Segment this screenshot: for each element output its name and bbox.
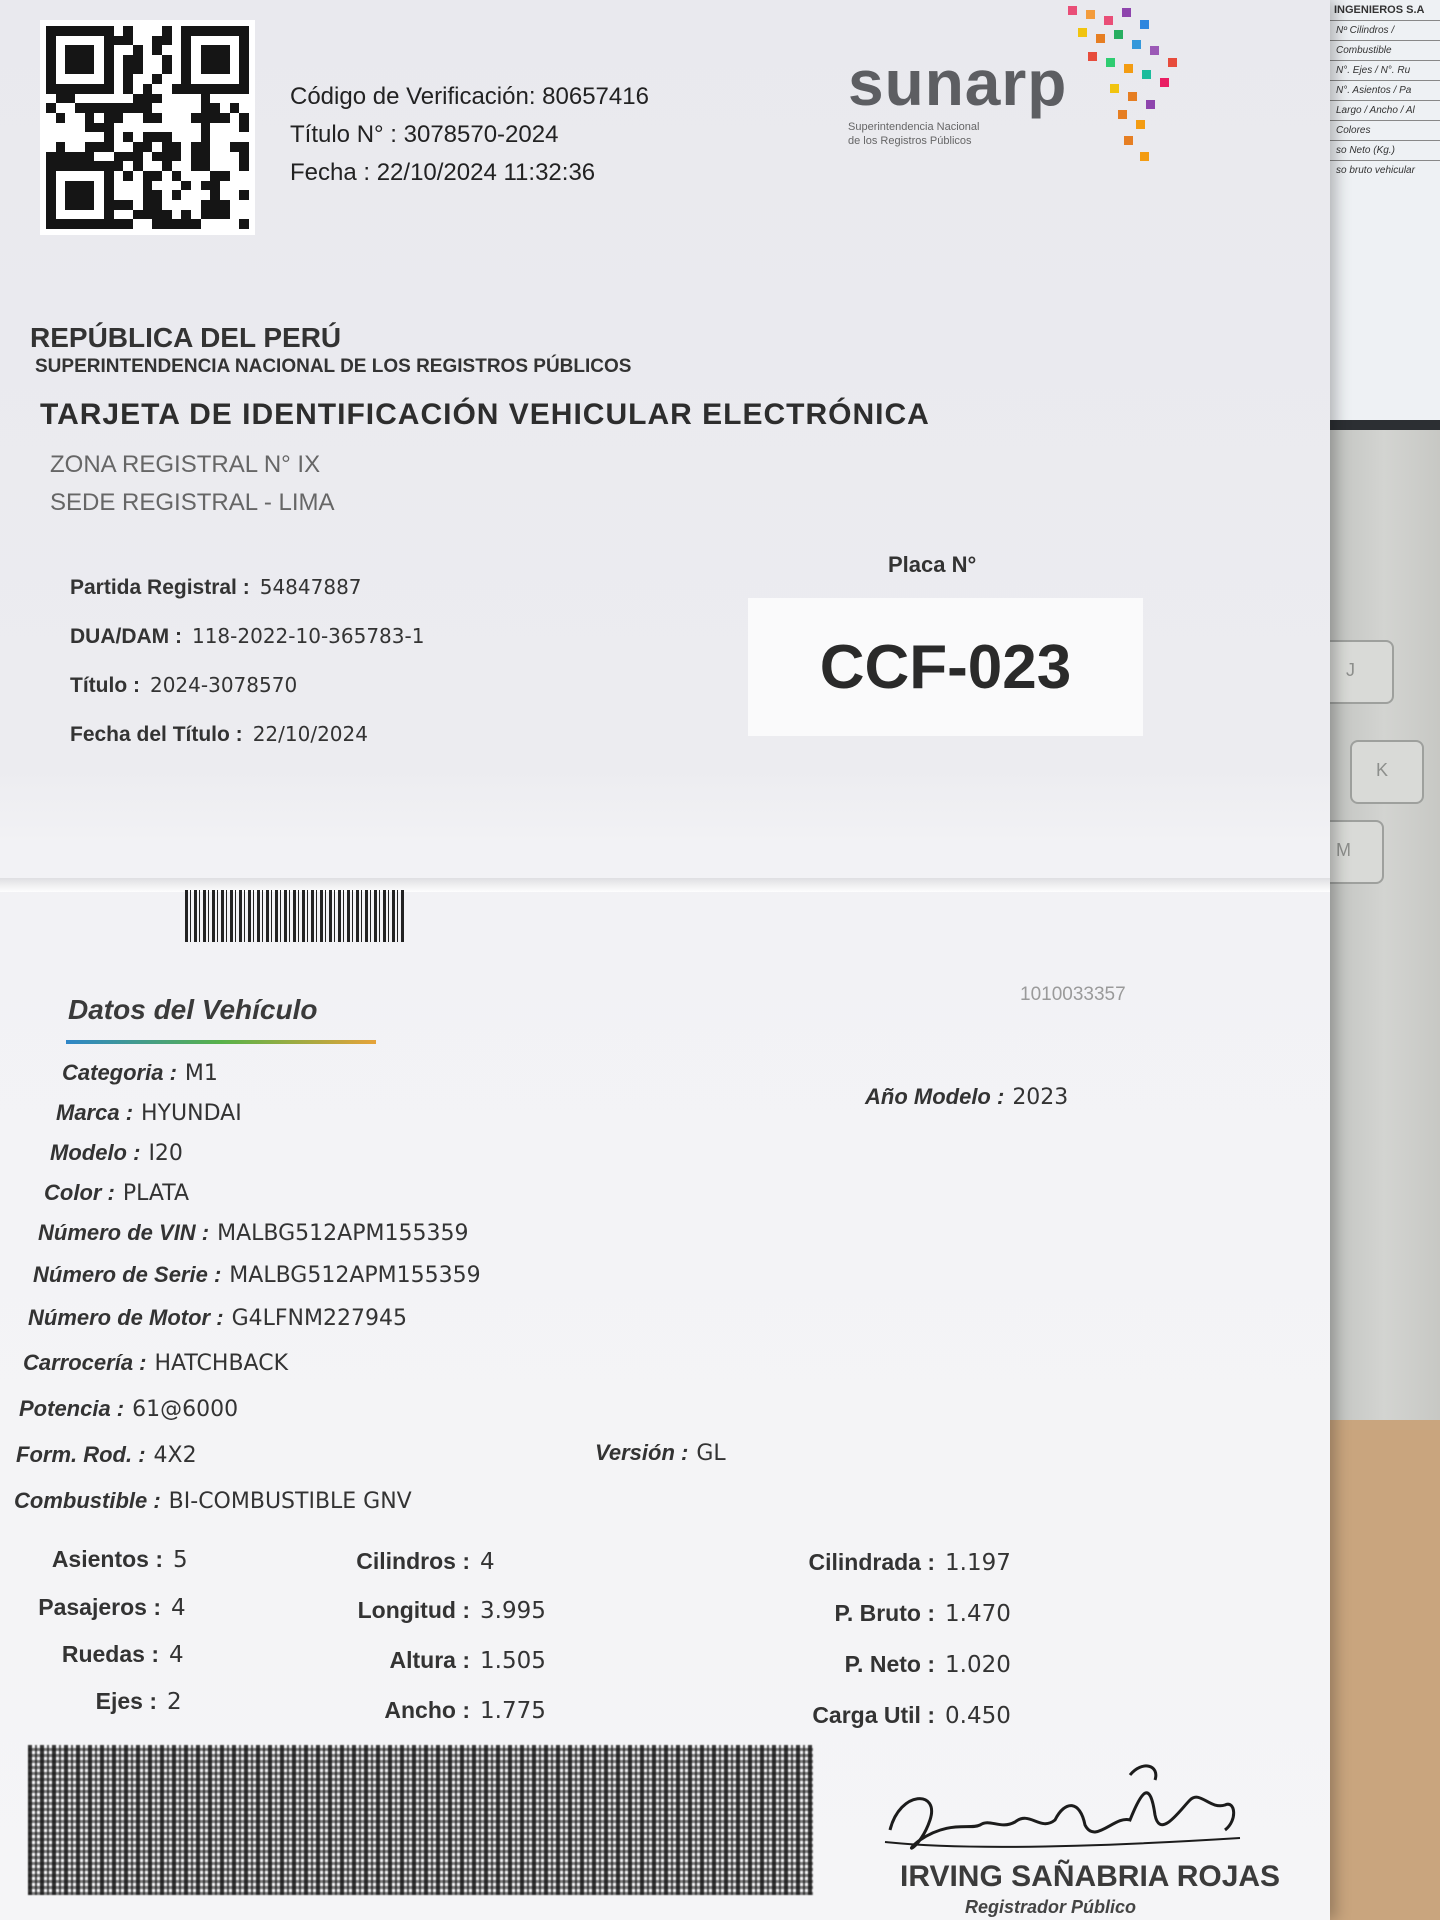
sunarp-logo — [848, 46, 1067, 148]
logo-subtitle-line: Superintendencia Nacional — [848, 121, 980, 133]
motor-label: Número de Motor : — [28, 1305, 224, 1330]
combustible-value: BI-COMBUSTIBLE GNV — [168, 1489, 412, 1514]
logo-wordmark: sunarp — [848, 47, 1068, 119]
dua-row — [70, 612, 424, 661]
modelo-label: Modelo : — [50, 1140, 141, 1165]
background-page-row: Nº Cilindros / — [1330, 20, 1440, 40]
country-heading: REPÚBLICA DEL PERÚ — [30, 322, 342, 353]
vin-row — [38, 1220, 468, 1246]
vin-label: Número de VIN : — [38, 1220, 210, 1245]
background-page-header: INGENIEROS S.A — [1334, 4, 1425, 16]
modelo-row — [50, 1140, 183, 1166]
vehicle-data-underline — [66, 1040, 376, 1044]
plate-box — [748, 598, 1143, 736]
registry-zone — [50, 446, 335, 522]
serie-row — [33, 1262, 481, 1288]
fecha-titulo-value: 22/10/2024 — [252, 722, 368, 746]
cilindros-row — [310, 1548, 495, 1575]
issue-date: Fecha : 22/10/2024 11:32:36 — [290, 159, 596, 186]
formrod-value: 4X2 — [153, 1443, 197, 1468]
pneto-label: P. Neto : — [844, 1651, 935, 1677]
background-page-row: so bruto vehicular — [1330, 160, 1440, 180]
version-label: Versión : — [595, 1440, 689, 1465]
ejes-value: 2 — [167, 1689, 182, 1715]
potencia-value: 61@6000 — [132, 1397, 239, 1422]
sede-registral: SEDE REGISTRAL - LIMA — [50, 489, 335, 516]
asientos-row — [18, 1546, 188, 1573]
background-page-row: N°. Asientos / Pa — [1330, 80, 1440, 100]
ancho-value: 1.775 — [480, 1698, 546, 1724]
signer-name: IRVING SAÑABRIA ROJAS — [900, 1860, 1281, 1893]
ejes-row — [12, 1688, 182, 1715]
combustible-row — [14, 1488, 412, 1514]
altura-label: Altura : — [389, 1647, 470, 1673]
keyboard-key: M — [1310, 820, 1384, 884]
ruedas-label: Ruedas : — [61, 1641, 159, 1667]
entity-heading: SUPERINTENDENCIA NACIONAL DE LOS REGISTROS PÚBLICOS — [35, 356, 632, 377]
modelo-value: I20 — [148, 1141, 183, 1166]
marca-value: HYUNDAI — [141, 1101, 242, 1126]
background-page-row: Colores — [1330, 120, 1440, 140]
titulo-label: Título : — [70, 674, 140, 697]
verification-block — [290, 78, 649, 192]
fecha-titulo-row — [70, 710, 424, 759]
cargautil-value: 0.450 — [945, 1703, 1011, 1729]
anio-label: Año Modelo : — [865, 1084, 1005, 1109]
marca-row — [56, 1100, 242, 1126]
document-title: TARJETA DE IDENTIFICACIÓN VEHICULAR ELECTRÓNICA — [40, 398, 930, 431]
categoria-row — [62, 1060, 218, 1086]
pneto-row — [720, 1651, 1011, 1678]
ruedas-value: 4 — [169, 1642, 184, 1668]
carroceria-label: Carrocería : — [23, 1350, 147, 1375]
potencia-row — [19, 1396, 238, 1422]
pasajeros-label: Pasajeros : — [38, 1594, 161, 1620]
keyboard-key: K — [1350, 740, 1424, 804]
pbruto-label: P. Bruto : — [834, 1600, 935, 1626]
ruedas-row — [14, 1641, 184, 1668]
logo-dots-icon — [1028, 6, 1188, 176]
plate-label: Placa N° — [888, 552, 977, 577]
background-page-row: so Neto (Kg.) — [1330, 140, 1440, 160]
pasajeros-value: 4 — [171, 1595, 186, 1621]
longitud-row — [310, 1597, 546, 1624]
cargautil-label: Carga Util : — [812, 1702, 935, 1728]
ancho-row — [310, 1697, 546, 1724]
asientos-label: Asientos : — [51, 1546, 163, 1572]
logo-subtitle — [848, 120, 1048, 148]
pneto-value: 1.020 — [945, 1652, 1011, 1678]
motor-row — [28, 1305, 407, 1331]
cilindros-label: Cilindros : — [356, 1548, 470, 1574]
cilindrada-value: 1.197 — [945, 1550, 1011, 1576]
plate-number: CCF-023 — [819, 632, 1072, 702]
partida-row — [70, 563, 424, 612]
zona-registral: ZONA REGISTRAL N° IX — [50, 451, 321, 478]
formrod-row — [16, 1442, 197, 1468]
signer-role: Registrador Público — [965, 1897, 1137, 1917]
signature-icon — [880, 1760, 1250, 1870]
version-row — [595, 1440, 726, 1466]
background-page-row: Combustible — [1330, 40, 1440, 60]
partida-value: 54847887 — [259, 575, 362, 599]
longitud-label: Longitud : — [357, 1597, 470, 1623]
cilindros-value: 4 — [480, 1549, 495, 1575]
motor-value: G4LFNM227945 — [231, 1306, 407, 1331]
altura-value: 1.505 — [480, 1648, 546, 1674]
anio-row — [865, 1084, 1068, 1110]
marca-label: Marca : — [56, 1100, 134, 1125]
serial-number: 1010033357 — [1020, 984, 1126, 1005]
carroceria-row — [23, 1350, 288, 1376]
cilindrada-label: Cilindrada : — [808, 1549, 935, 1575]
carroceria-value: HATCHBACK — [154, 1351, 288, 1376]
color-value: PLATA — [122, 1181, 190, 1206]
background-page — [1330, 0, 1440, 420]
altura-row — [310, 1647, 546, 1674]
asientos-value: 5 — [173, 1547, 188, 1573]
color-label: Color : — [44, 1180, 115, 1205]
small-barcode[interactable] — [185, 890, 405, 942]
partida-label: Partida Registral : — [70, 576, 250, 599]
categoria-value: M1 — [184, 1061, 218, 1086]
title-number: Título N° : 3078570-2024 — [290, 121, 559, 148]
categoria-label: Categoria : — [62, 1060, 177, 1085]
serie-value: MALBG512APM155359 — [229, 1263, 481, 1288]
cargautil-row — [720, 1702, 1011, 1729]
serie-label: Número de Serie : — [33, 1262, 222, 1287]
ancho-label: Ancho : — [384, 1697, 470, 1723]
color-row — [44, 1180, 189, 1206]
combustible-label: Combustible : — [14, 1488, 161, 1513]
logo-subtitle-line: de los Registros Públicos — [848, 135, 972, 147]
version-value: GL — [696, 1441, 726, 1466]
pbruto-row — [720, 1600, 1011, 1627]
longitud-value: 3.995 — [480, 1598, 546, 1624]
qr-code[interactable] — [40, 20, 255, 235]
desk-background — [1320, 1420, 1440, 1920]
vehicle-data-title: Datos del Vehículo — [68, 994, 318, 1025]
dua-value: 118-2022-10-365783-1 — [191, 624, 425, 648]
keyboard-key: J — [1320, 640, 1394, 704]
fecha-titulo-label: Fecha del Título : — [70, 723, 243, 746]
verification-code: Código de Verificación: 80657416 — [290, 83, 649, 110]
anio-value: 2023 — [1012, 1085, 1069, 1110]
registry-info — [70, 563, 424, 759]
pasajeros-row — [16, 1594, 186, 1621]
cilindrada-row — [720, 1549, 1011, 1576]
titulo-row — [70, 661, 424, 710]
pbruto-value: 1.470 — [945, 1601, 1011, 1627]
potencia-label: Potencia : — [19, 1396, 125, 1421]
titulo-value: 2024-3078570 — [149, 673, 298, 697]
dua-label: DUA/DAM : — [70, 625, 182, 648]
vin-value: MALBG512APM155359 — [217, 1221, 469, 1246]
ejes-label: Ejes : — [95, 1688, 157, 1714]
formrod-label: Form. Rod. : — [16, 1442, 146, 1467]
pdf417-barcode[interactable] — [28, 1745, 813, 1895]
background-page-row: N°. Ejes / N°. Ru — [1330, 60, 1440, 80]
background-page-row: Largo / Ancho / Al — [1330, 100, 1440, 120]
